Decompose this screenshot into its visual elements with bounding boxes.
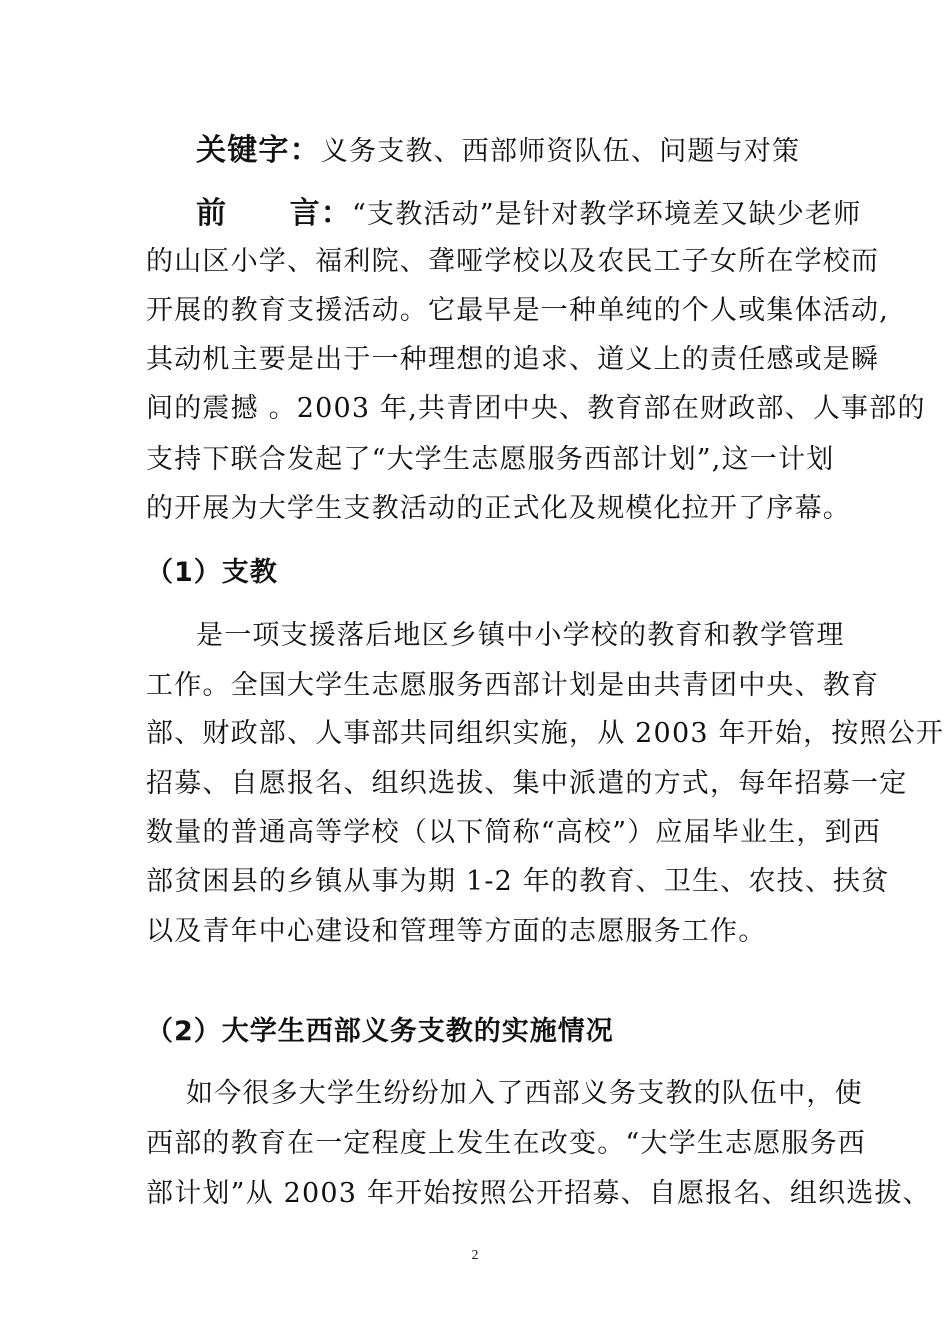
preface-line-5: 间的震撼 。2003 年,共青团中央、教育部在财政部、人事部的 <box>146 393 926 424</box>
preface-line-2: 的山区小学、福利院、聋哑学校以及农民工子女所在学校而 <box>146 246 880 277</box>
section1-heading: （1）支教 <box>146 557 278 588</box>
section2-line-2: 西部的教育在一定程度上发生在改变。“大学生志愿服务西 <box>146 1128 867 1159</box>
section1-line-3: 部、财政部、人事部共同组织实施，从 2003 年开始，按照公开 <box>146 718 945 749</box>
preface-line-6: 支持下联合发起了“大学生志愿服务西部计划”,这一计划 <box>146 444 835 475</box>
page-number: 2 <box>471 1248 479 1263</box>
keywords-text: 义务支教、西部师资队伍、问题与对策 <box>320 136 801 167</box>
section1-line-4: 招募、自愿报名、组织选拔、集中派遣的方式，每年招募一定 <box>146 768 908 799</box>
section1-line-6: 部贫困县的乡镇从事为期 1-2 年的教育、卫生、农技、扶贫 <box>146 866 890 897</box>
preface-line-4: 其动机主要是出于一种理想的追求、道义上的责任感或是瞬 <box>146 344 880 375</box>
section1-line-2: 工作。全国大学生志愿服务西部计划是由共青团中央、教育 <box>146 670 880 701</box>
section2-heading: （2）大学生西部义务支教的实施情况 <box>146 1016 614 1047</box>
preface-label: 前 言： <box>196 196 352 231</box>
section1-line-1: 是一项支援落后地区乡镇中小学校的教育和教学管理 <box>196 620 845 651</box>
preface-line-3: 开展的教育支援活动。它最早是一种单纯的个人或集体活动, <box>146 295 889 326</box>
section1-line-5: 数量的普通高等学校（以下简称“高校”）应届毕业生，到西 <box>146 817 882 848</box>
preface-line-1 <box>196 196 861 233</box>
section2-line-1: 如今很多大学生纷纷加入了西部义务支教的队伍中，使 <box>186 1078 863 1109</box>
keywords-label: 关键字： <box>196 133 321 168</box>
section2-line-3: 部计划”从 2003 年开始按照公开招募、自愿报名、组织选拔、 <box>146 1178 931 1209</box>
preface-line-7: 的开展为大学生支教活动的正式化及规模化拉开了序幕。 <box>146 493 851 524</box>
keywords-line <box>196 133 800 170</box>
section1-line-7: 以及青年中心建设和管理等方面的志愿服务工作。 <box>146 916 767 947</box>
preface-text-1: “支教活动”是针对教学环境差又缺少老师 <box>352 199 862 230</box>
